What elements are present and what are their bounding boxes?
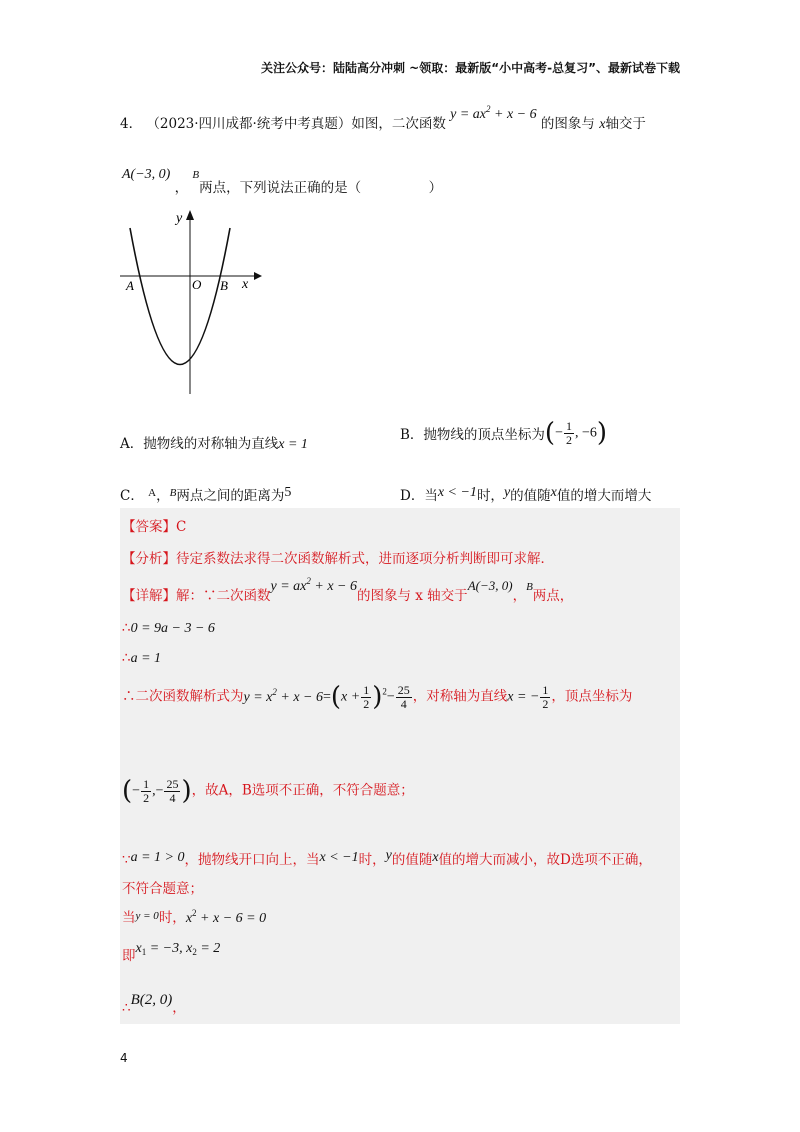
page-number: 4 — [120, 1051, 128, 1065]
question-line-1 — [120, 104, 646, 133]
detail-text-1: 解：∵二次函数 — [176, 588, 271, 604]
option-b-text: B．抛物线的顶点坐标为 — [400, 426, 545, 443]
question-line-2 — [122, 164, 443, 196]
y-axis-label: y — [176, 211, 183, 226]
detail-line — [122, 574, 574, 604]
eq-3-math: $y = x^2 + x - 6$ — [243, 686, 323, 705]
option-c-label: C． — [120, 488, 144, 504]
solution-vertex-line: (− $\frac{1}{2}$ ,− $\frac{25}{4}$ )，故A，B选项不正确，不符合题意； — [122, 776, 414, 806]
question-end-text: 两点，下列说法正确的是（ ） — [199, 180, 443, 196]
answer-line — [122, 515, 186, 535]
x-axis-arrow — [254, 272, 262, 280]
solution-d-line: ∵a = 1 > 0，抛物线开口向上，当x < −1时，y的值随x值的增大而减小，故D选项不正确， — [122, 848, 652, 868]
parabola-figure — [114, 208, 264, 398]
point-b-label: B — [220, 278, 228, 293]
d-line-math: a = 1 > 0 — [130, 850, 185, 865]
eq-3-vertex-text: ，顶点坐标为 — [551, 688, 633, 705]
eq-1-math: 0 = 9a − 3 − 6 — [130, 621, 215, 636]
because-icon: ∵ — [122, 852, 131, 868]
question-number: 4． — [120, 116, 143, 132]
x-var: x — [599, 117, 606, 132]
option-c-mid: ， — [156, 488, 170, 504]
option-c-b: B — [169, 487, 177, 499]
option-c — [120, 484, 291, 505]
option-d-label: D．当 — [400, 488, 438, 504]
option-d-y: y — [503, 485, 511, 500]
option-c-text: 两点之间的距离为 — [176, 488, 285, 504]
therefore-icon: ∴ — [122, 620, 131, 636]
option-a — [120, 432, 308, 453]
option-b-tail: , −6 — [574, 425, 597, 441]
detail-point-a: A(−3, 0) — [467, 578, 513, 593]
point-a-label: A — [126, 278, 134, 293]
solution-d-line-2: 不符合题意； — [122, 881, 203, 897]
option-a-math: x = 1 — [278, 437, 308, 452]
detail-text-3: 两点， — [532, 588, 574, 604]
eq-3-text: 二次函数解析式为 — [135, 688, 244, 705]
option-c-val: 5 — [284, 485, 292, 500]
therefore-icon: ∴ — [122, 650, 131, 666]
option-b: B．抛物线的顶点坐标为(− $\frac{1}{2}$ , −6) — [400, 418, 608, 448]
option-b-frac-den: 2 — [565, 432, 572, 447]
question-text-axis: 轴交于 — [605, 116, 646, 132]
question-text: 的图象与 — [540, 116, 595, 132]
option-d-text1: 时， — [476, 488, 504, 504]
option-c-a: A — [148, 487, 157, 499]
detail-comma: ， — [512, 588, 527, 604]
vertex-conclusion: ，故A，B选项不正确，不符合题意； — [191, 782, 414, 799]
option-d-math: x < −1 — [437, 485, 477, 500]
solution-when-line: 当$^{y = 0}$时，$x^2 + x - 6 = 0$ — [122, 908, 267, 926]
option-d-text3: 值的增大而增大 — [556, 488, 652, 504]
option-d — [400, 484, 651, 505]
parabola-curve — [130, 228, 230, 365]
function-expression: $y = ax^2 + x - 6$ — [450, 104, 537, 122]
point-b-label: B — [192, 169, 200, 181]
y-axis-arrow — [186, 210, 194, 220]
option-d-x: x — [550, 485, 557, 500]
point-b-result: B(2, 0) — [130, 992, 173, 1008]
analysis-tag: 【分析】 — [122, 551, 176, 567]
detail-point-b: B — [526, 581, 533, 593]
eq-3-axis-text: ，对称轴为直线 — [412, 688, 508, 705]
detail-function: $y = ax^2 + x - 6$ — [270, 576, 357, 594]
origin-label: O — [192, 277, 202, 292]
option-b-frac-num: 1 — [565, 418, 572, 433]
detail-text-2: 的图象与 x 轴交于 — [356, 588, 468, 604]
question-source: （2023·四川成都·统考中考真题）如图，二次函数 — [146, 116, 446, 132]
eq-3-equal: = — [322, 689, 331, 705]
solution-eq-3: ∴二次函数解析式为$y = x^2 + x - 6=(x$ + $\frac{1}{2}$ )$^2$− $\frac{25}{4}$ ，对称轴为直线x = − $\frac{1}{2}$ ，顶点坐标为 — [122, 682, 633, 712]
solution-eq-2 — [122, 650, 161, 667]
solution-roots-line: 即$x_1 = -3$, $x_2 = 2$ — [122, 941, 221, 964]
page-header: 关注公众号：陆陆高分冲刺 ~领取：最新版“小中高考-总复习”、最新试卷下载 — [261, 61, 680, 75]
analysis-text: 待定系数法求得二次函数解析式，进而逐项分析判断即可求解． — [176, 551, 554, 567]
solution-eq-1 — [122, 620, 215, 637]
eq-3-axis-math: x = − — [507, 689, 540, 705]
point-a: A(−3, 0) — [122, 167, 171, 182]
comma: ， — [174, 180, 189, 196]
answer-tag: 【答案】 — [122, 519, 176, 535]
option-a-text: A．抛物线的对称轴为直线 — [120, 436, 279, 452]
analysis-line — [122, 547, 554, 567]
answer-value: C — [176, 519, 187, 535]
detail-tag: 【详解】 — [122, 588, 176, 604]
option-d-text2: 的值随 — [510, 488, 551, 504]
eq-2-math: a = 1 — [130, 651, 162, 666]
therefore-icon: ∴ — [122, 688, 136, 705]
solution-point-b-line: ∴B(2, 0)， — [122, 992, 186, 1016]
x-axis-label: x — [242, 277, 249, 292]
